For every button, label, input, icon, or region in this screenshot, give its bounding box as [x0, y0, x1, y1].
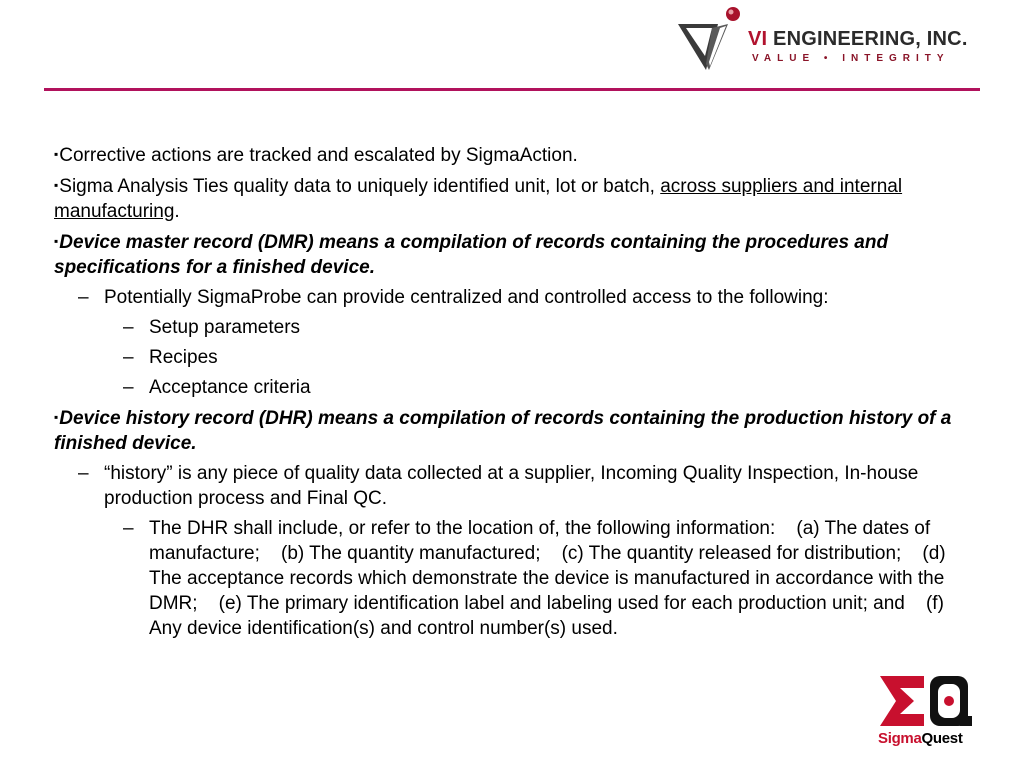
square-bullet-icon: ▪ [54, 410, 59, 424]
square-bullet-icon: ▪ [54, 147, 59, 161]
sub-item-sigmaprobe [78, 285, 954, 310]
bullet-text-bold-italic: Device master record (DMR) means a compilation of records containing the procedures and specifications for a finished device. [54, 232, 889, 278]
sigmaquest-wordmark-quest: Quest [921, 730, 963, 747]
company-name [748, 28, 968, 51]
bullet-text: Corrective actions are tracked and escalated by SigmaAction. [59, 145, 578, 166]
sigmaquest-wordmark [878, 730, 963, 747]
sub-sub-item [123, 375, 954, 400]
bullet-item-sigma-analysis [54, 173, 954, 224]
sub-sub-item-text: The DHR shall include, or refer to the location of, the following information: (a) The dates of manufacture; (b) The quantity manufactured; (c) The quantity released for distribution; (d) The acceptance records which demonstrate the device is manufactured in accordance with the DMR; (e) The primary identification label and labeling used for each production unit; and (f) Any device identification(s) and control number(s) used. [149, 518, 951, 639]
dash-bullet-icon: – [78, 463, 89, 484]
sub-item-history [78, 461, 954, 511]
dash-bullet-icon: – [123, 518, 134, 539]
dash-bullet-icon: – [123, 347, 134, 368]
slide-content [54, 142, 954, 646]
square-bullet-icon: ▪ [54, 178, 59, 192]
sub-sub-item-text: Acceptance criteria [149, 377, 311, 398]
bullet-text: Sigma Analysis Ties quality data to uniquely identified unit, lot or batch, [59, 176, 661, 197]
sub-item-text: “history” is any piece of quality data collected at a supplier, Incoming Quality Inspection, In-house production process and Final QC. [104, 463, 919, 509]
square-bullet-icon: ▪ [54, 234, 59, 248]
sub-sub-item-dhr-contents [123, 516, 954, 641]
header-divider [44, 88, 980, 91]
underlined-phrase: across suppliers and internal manufacturing [54, 176, 903, 222]
vi-logo-mark-icon [676, 4, 748, 76]
bullet-text-bold-italic: Device history record (DHR) means a compilation of records containing the production history of a finished device. [54, 408, 952, 454]
sigmaquest-logo-mark-icon [876, 672, 976, 730]
sigmaquest-logo [876, 672, 976, 752]
dash-bullet-icon: – [123, 317, 134, 338]
bullet-item-corrective-actions [54, 142, 954, 168]
sub-sub-item [123, 315, 954, 340]
sub-sub-item [123, 345, 954, 370]
sub-item-text: Potentially SigmaProbe can provide centralized and controlled access to the following: [104, 287, 829, 308]
bullet-item-dhr [54, 405, 954, 456]
company-name-vi: VI [748, 28, 768, 50]
dash-bullet-icon: – [78, 287, 89, 308]
company-name-rest: ENGINEERING, INC. [767, 28, 968, 50]
dash-bullet-icon: – [123, 377, 134, 398]
sigmaquest-wordmark-sigma: Sigma [878, 730, 922, 747]
sub-sub-item-text: Recipes [149, 347, 218, 368]
company-tagline: VALUE • INTEGRITY [752, 53, 950, 64]
vi-engineering-logo [676, 4, 966, 76]
sub-sub-item-text: Setup parameters [149, 317, 301, 338]
bullet-item-dmr [54, 229, 954, 280]
bullet-text-end: . [174, 201, 180, 222]
